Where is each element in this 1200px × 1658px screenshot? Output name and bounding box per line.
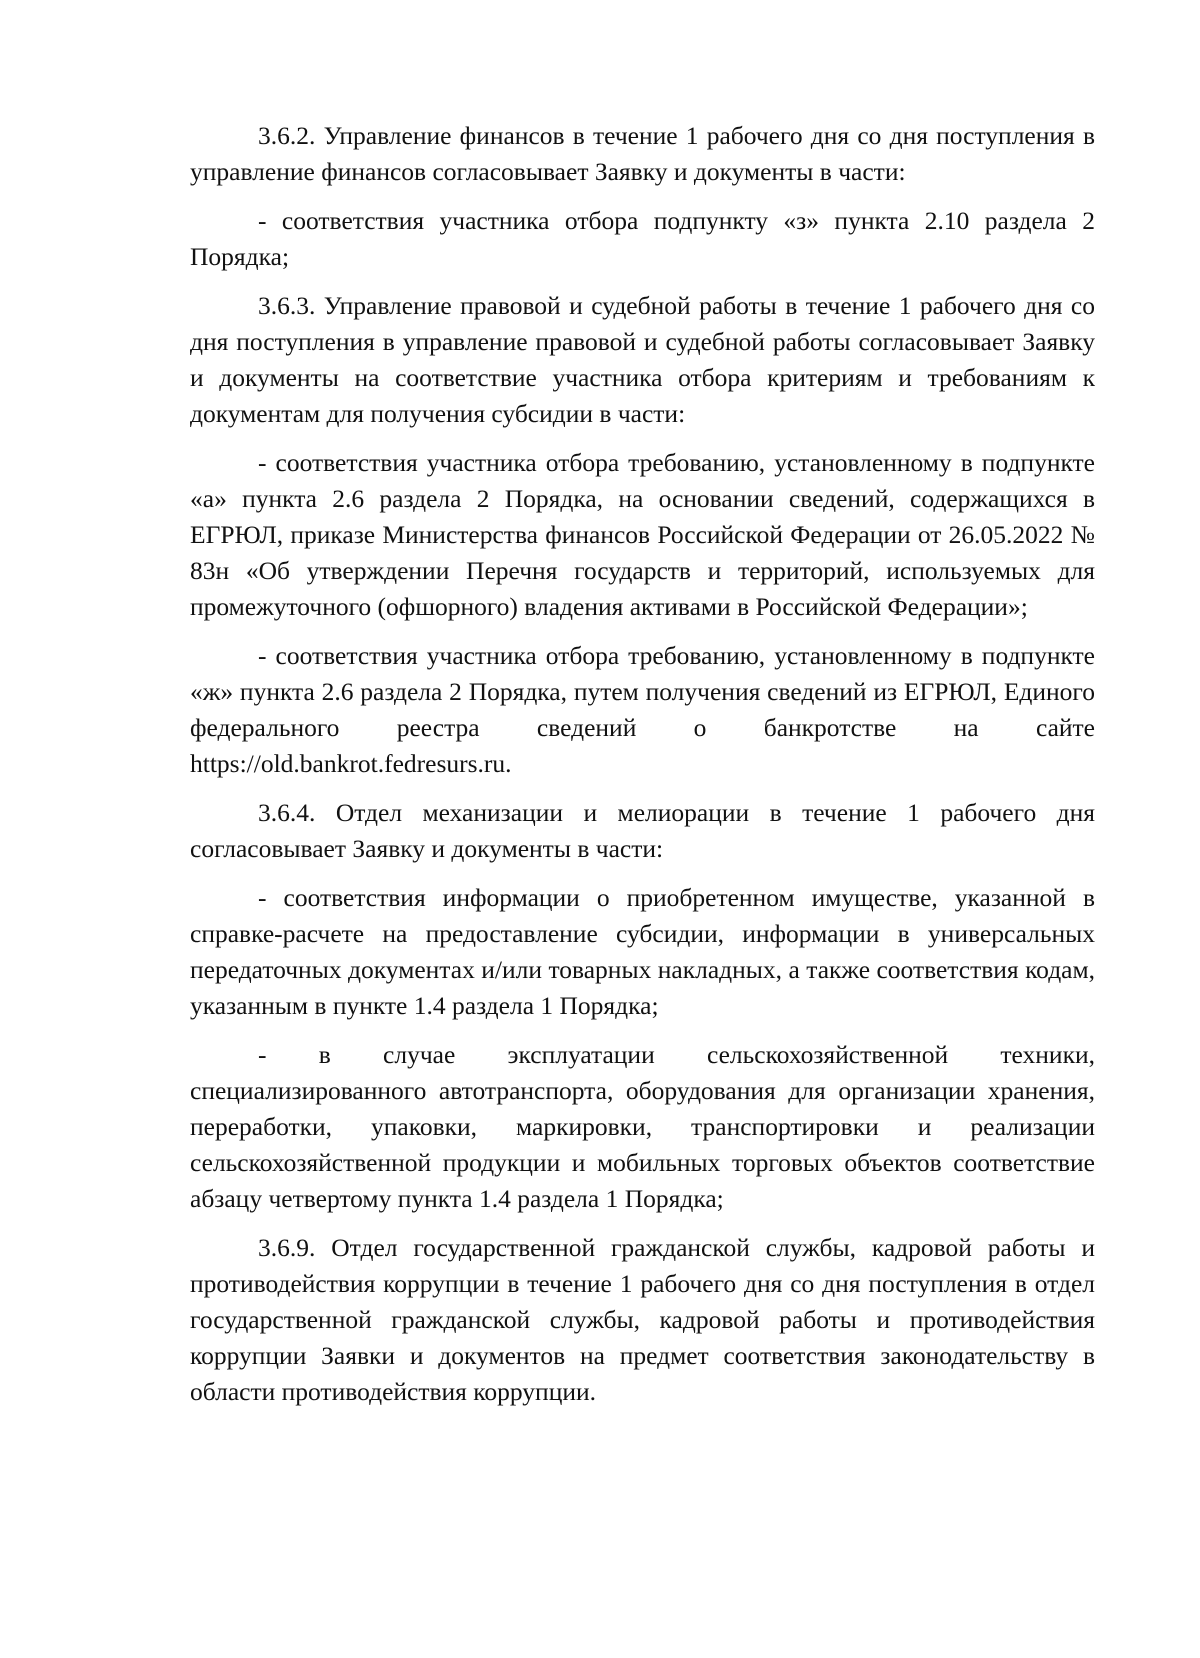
paragraph-finance-criterion: - соответствия участника отбора подпункту «з» пункта 2.10 раздела 2 Порядка; [190,206,1095,271]
paragraph-legal-criterion-a: - соответствия участника отбора требованию, установленному в подпункте «а» пункта 2.6 раздела 2 Порядка, на основании сведений, содержащихся в ЕГРЮЛ, приказе Министерства финансов Российской Федерации от 26.05.2022 № 83н «Об утверждении Перечня государств и территорий, используемых для промежуточного (офшорного) владения активами в Российской Федерации»; [190,448,1095,621]
paragraph-legal-criterion-zh: - соответствия участника отбора требованию, установленному в подпункте «ж» пункта 2.6 раздела 2 Порядка, путем получения сведений из ЕГРЮЛ, Единого федерального реестра сведений о банкротстве на сайте https://old.bankrot.fedresurs.ru. [190,641,1095,778]
paragraph-property-criterion: - соответствия информации о приобретенном имуществе, указанной в справке-расчете на предоставление субсидии, информации в универсальных передаточных документах и/или товарных накладных, а также соответствия кодам, указанным в пункте 1.4 раздела 1 Порядка; [190,883,1095,1020]
paragraph-exploitation-criterion: - в случае эксплуатации сельскохозяйственной техники, специализированного автотранспорта, оборудования для организации хранения, переработки, упаковки, маркировки, транспортировки и реализации сельскохозяйственной продукции и мобильных торговых объектов соответствие абзацу четвертому пункта 1.4 раздела 1 Порядка; [190,1040,1095,1213]
paragraph-3-6-3: 3.6.3. Управление правовой и судебной работы в течение 1 рабочего дня со дня поступления в управление правовой и судебной работы согласовывает Заявку и документы на соответствие участника отбора критериям и требованиям к документам для получения субсидии в части: [190,291,1095,428]
document-body [190,118,1095,1423]
paragraph-3-6-2: 3.6.2. Управление финансов в течение 1 рабочего дня со дня поступления в управление финансов согласовывает Заявку и документы в части: [190,121,1095,186]
paragraph-3-6-9: 3.6.9. Отдел государственной гражданской службы, кадровой работы и противодействия коррупции в течение 1 рабочего дня со дня поступления в отдел государственной гражданской службы, кадровой работы и противодействия коррупции Заявки и документов на предмет соответствия законодательству в области противодействия коррупции. [190,1233,1095,1406]
paragraph-3-6-4: 3.6.4. Отдел механизации и мелиорации в течение 1 рабочего дня согласовывает Заявку и документы в части: [190,798,1095,863]
